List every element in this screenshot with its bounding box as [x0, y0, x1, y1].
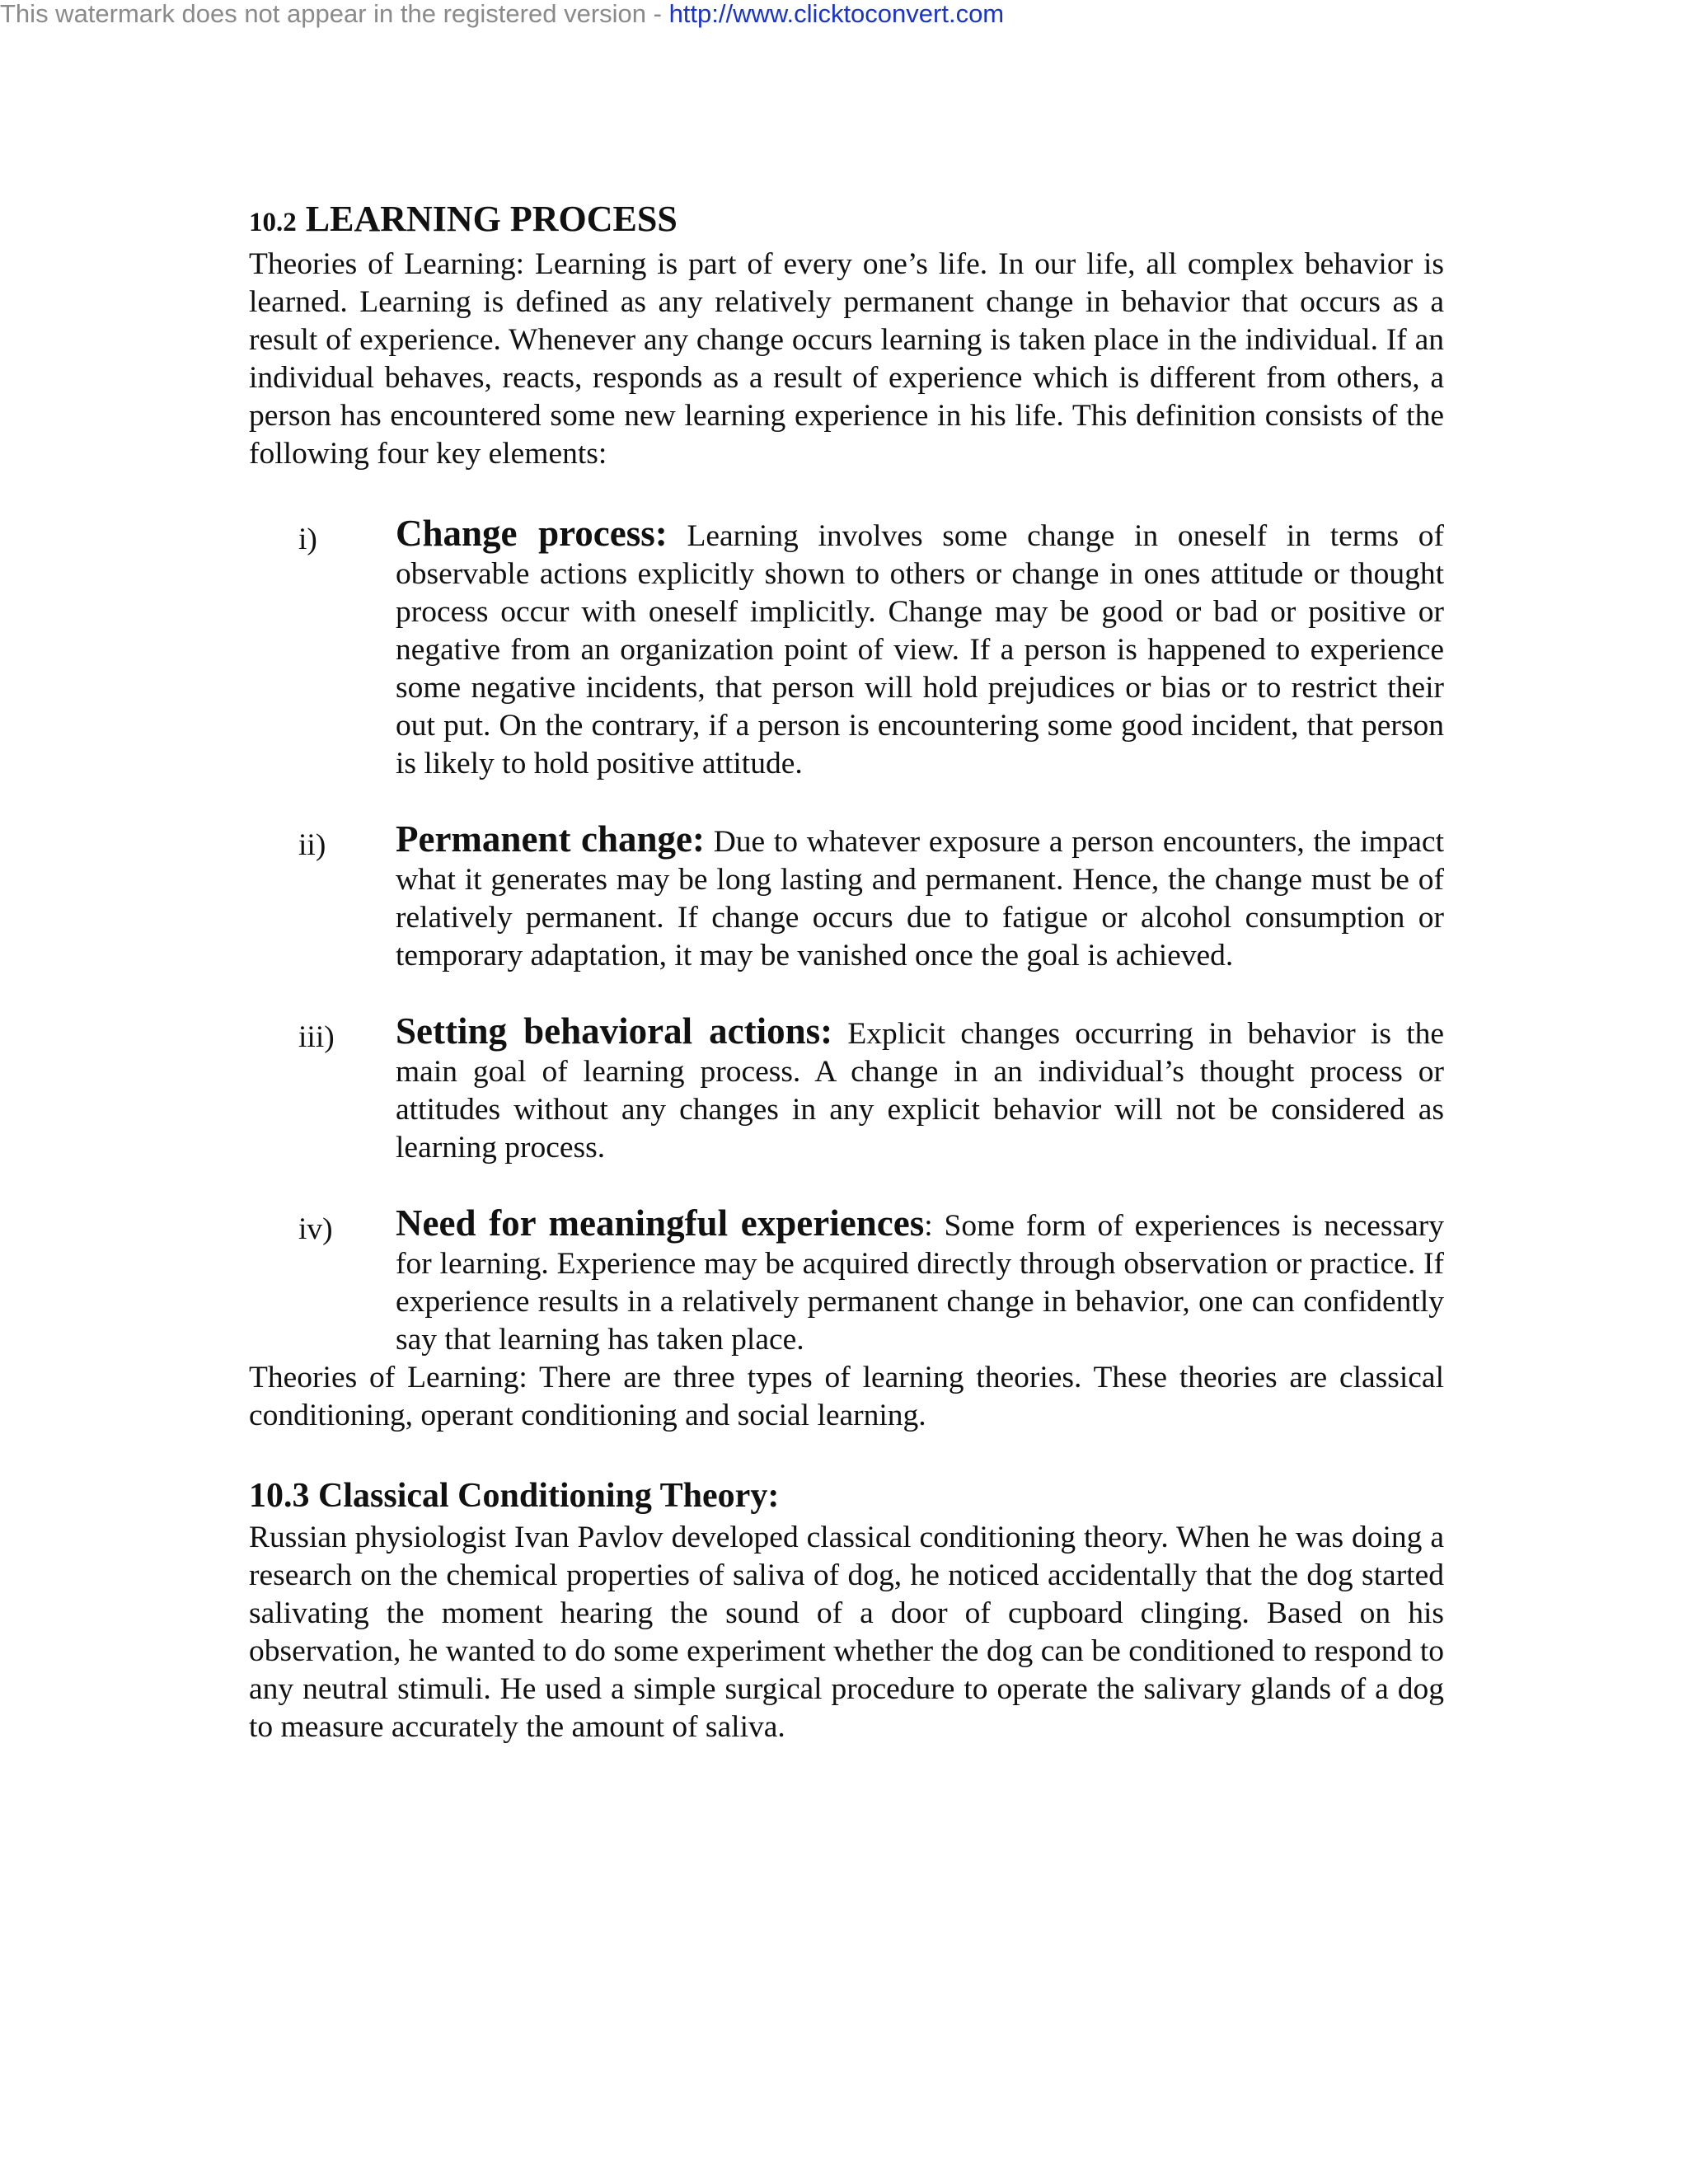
list-term: Setting behavioral actions:	[396, 1010, 833, 1052]
list-text: Due to whatever exposure a person encounters, the impact what it generates may be long lasting and permanent. Hence, the change must be of relatively permanent. If change occurs due to fatigue or alcohol consumption or temporary adaptation, it may be vanished once the goal is achieved.	[396, 825, 1444, 972]
list-term: Permanent change:	[396, 818, 705, 860]
list-item-body	[396, 820, 1444, 975]
list-numeral: ii)	[298, 828, 326, 862]
list-numeral: iii)	[298, 1020, 335, 1054]
watermark-text: This watermark does not appear in the registered version -	[0, 0, 669, 28]
list-item-body	[396, 1204, 1444, 1359]
list-item	[249, 514, 1444, 783]
intro-paragraph: Theories of Learning: Learning is part of every one’s life. In our life, all complex behavior is learned. Learning is defined as any relatively permanent change in behavior that occurs as a result of experience. Whenever any change occurs learning is taken place in the individual. If an individual behaves, reacts, responds as a result of experience which is different from others, a person has encountered some new learning experience in his life. This definition consists of the following four key elements:	[249, 247, 1444, 471]
section-heading	[249, 196, 1444, 246]
list-item-body	[396, 514, 1444, 783]
list-item	[249, 820, 1444, 975]
list-item	[249, 1204, 1444, 1359]
list-term: Change process:	[396, 513, 668, 554]
section-title: LEARNING PROCESS	[305, 199, 678, 239]
list-term: Need for meaningful experiences	[396, 1202, 925, 1244]
section-number: 10.2	[249, 208, 297, 237]
watermark-banner	[0, 0, 1004, 28]
subsection-heading: 10.3 Classical Conditioning Theory:	[249, 1477, 780, 1515]
pavlov-paragraph: Russian physiologist Ivan Pavlov developed classical conditioning theory. When he was doing a research on the chemical properties of saliva of dog, he noticed accidentally that the dog started salivating the moment hearing the sound of a door of cupboard clinging. Based on his observation, he wanted to do some experiment whether the dog can be conditioned to respond to any neutral stimuli. He used a simple surgical procedure to operate the salivary glands of a dog to measure accurately the amount of saliva.	[249, 1521, 1444, 1744]
theories-paragraph: Theories of Learning: There are three types of learning theories. These theories are classical conditioning, operant conditioning and social learning.	[249, 1361, 1444, 1432]
list-text: Learning involves some change in oneself in terms of observable actions explicitly shown to others or change in ones attitude or thought process occur with oneself implicitly. Change may be good or bad or positive or negative from an organization point of view. If a person is happened to experience some negative incidents, that person will hold prejudices or bias or to restrict their out put. On the contrary, if a person is encountering some good incident, that person is likely to hold positive attitude.	[396, 519, 1444, 780]
list-text: Explicit changes occurring in behavior is the main goal of learning process. A change in an individual’s thought process or attitudes without any changes in any explicit behavior will not be considered as learning process.	[396, 1017, 1445, 1165]
list-item	[249, 1012, 1444, 1167]
watermark-link[interactable]: http://www.clicktoconvert.com	[668, 0, 1005, 28]
list-numeral: i)	[298, 523, 317, 556]
list-item-body	[396, 1012, 1444, 1167]
key-elements-list	[249, 514, 1444, 1359]
list-numeral: iv)	[298, 1212, 333, 1246]
document-page	[249, 196, 1444, 1746]
list-text: : Some form of experiences is necessary for learning. Experience may be acquired directly through observation or practice. If experience results in a relatively permanent change in behavior, one can confidently say that learning has taken place.	[396, 1209, 1444, 1357]
